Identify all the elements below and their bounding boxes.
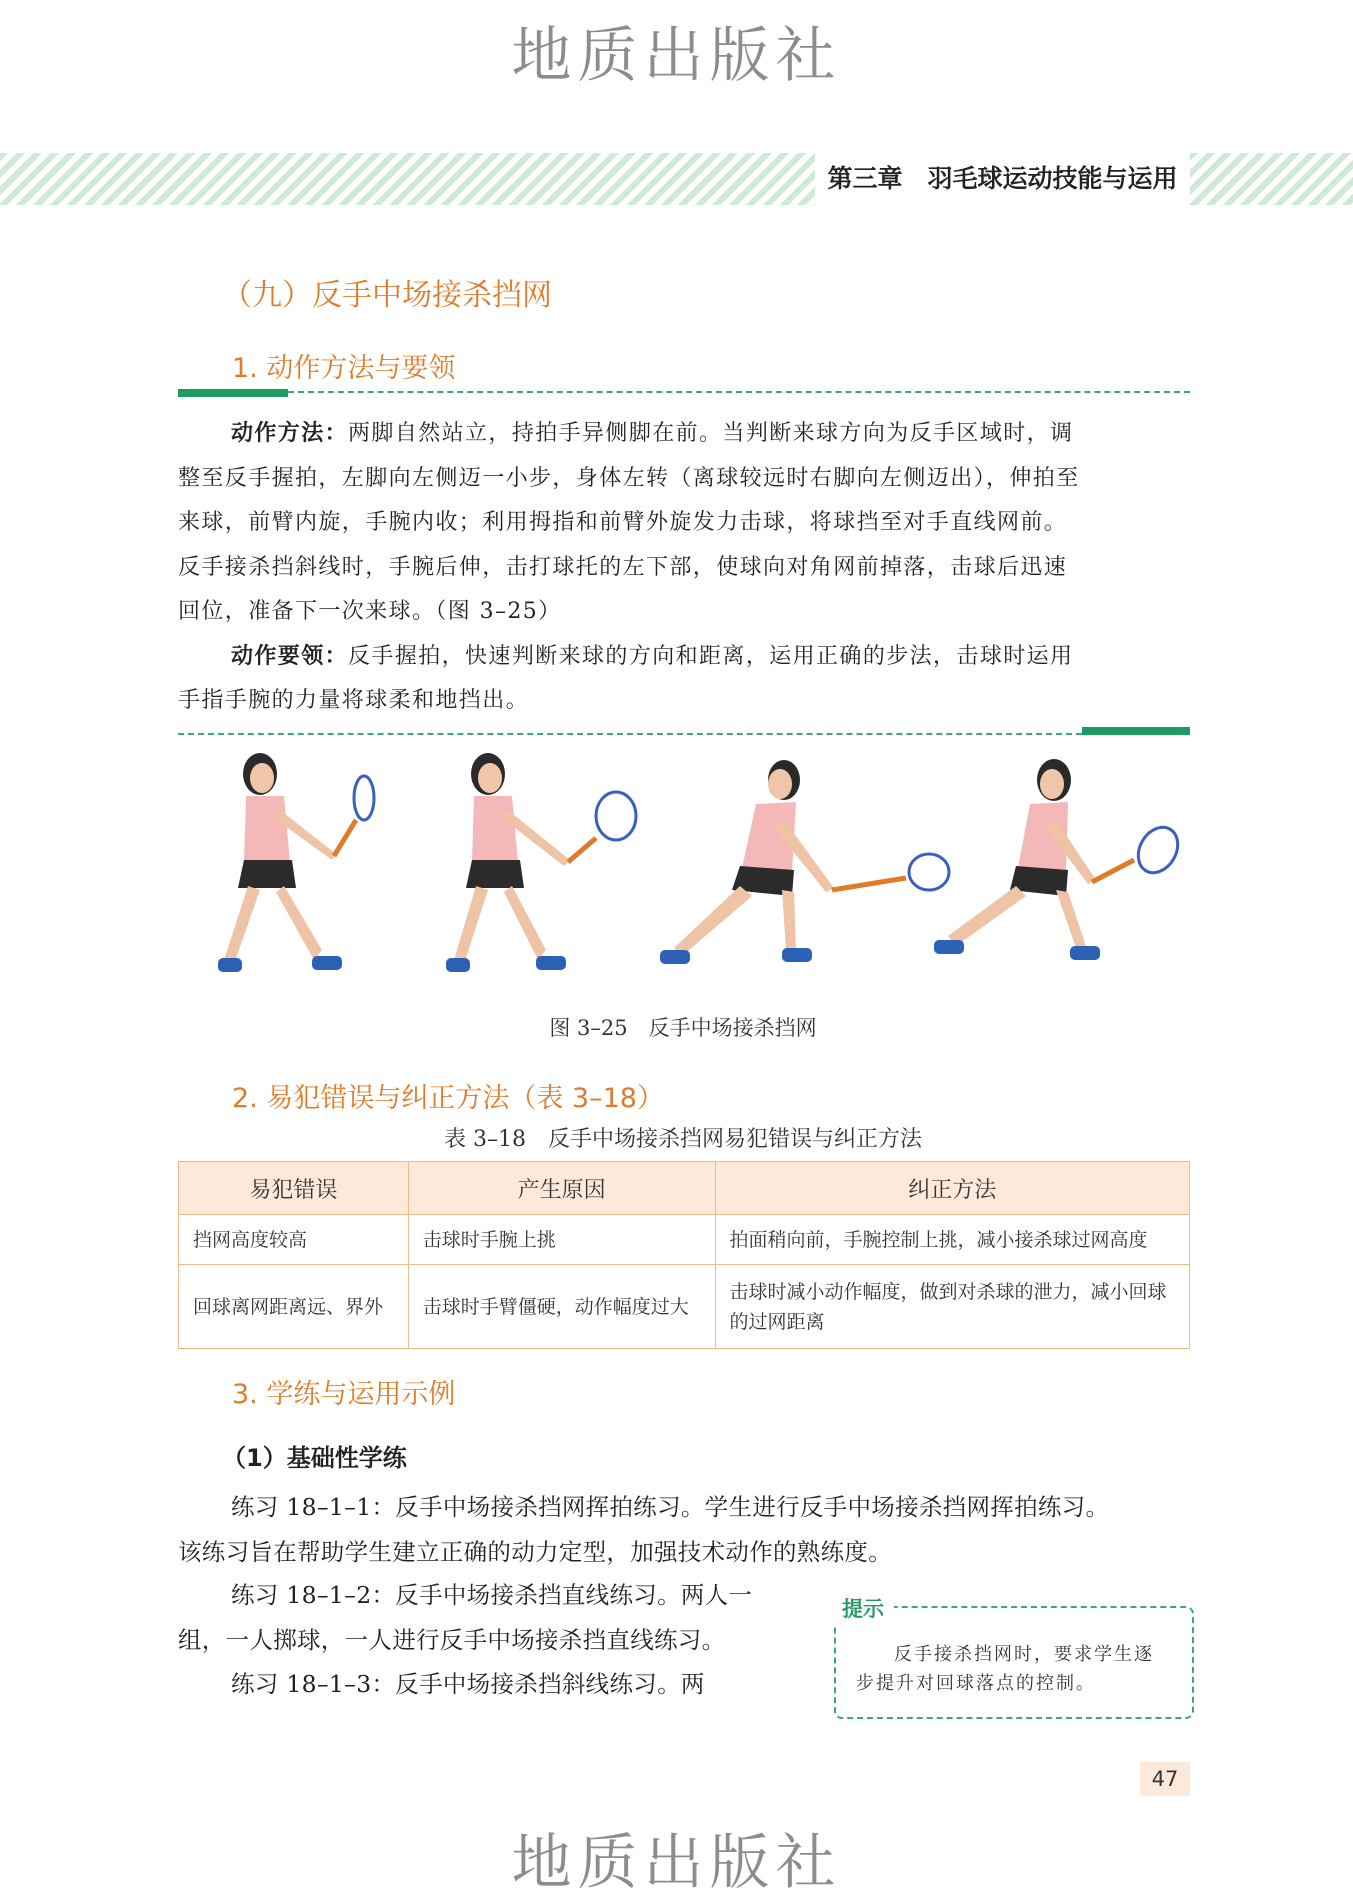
part2-title: 2. 易犯错误与纠正方法（表 3–18） (232, 1083, 664, 1114)
exercise-line: 练习 18–1–1：反手中场接杀挡网挥拍练习。学生进行反手中场接杀挡网挥拍练习。 (231, 1493, 1110, 1521)
method-line: 反手接杀挡斜线时，手腕后伸，击打球托的左下部，使球向对角网前掉落，击球后迅速 (178, 554, 1068, 580)
table-header-row (179, 1162, 1190, 1215)
exercise-line: 该练习旨在帮助学生建立正确的动力定型，加强技术动作的熟练度。 (178, 1537, 892, 1566)
divider-dashed-bottom (178, 733, 1082, 735)
exercise-1 (178, 1485, 1198, 1574)
exercise-line: 组，一人掷球，一人进行反手中场接杀挡直线练习。 (178, 1625, 726, 1654)
table-header-cell: 纠正方法 (715, 1162, 1190, 1215)
watermark-bottom: 地质出版社 (511, 1828, 842, 1898)
chapter-title: 第三章 羽毛球运动技能与运用 (815, 153, 1190, 205)
table-cell: 击球时手臂僵硬，动作幅度过大 (408, 1265, 715, 1349)
tip-text (856, 1640, 1186, 1698)
header-pattern-left (0, 153, 815, 205)
key-line: 反手握拍，快速判断来球的方向和距离，运用正确的步法，击球时运用 (348, 643, 1074, 669)
player-pose-3 (660, 760, 949, 964)
page-number: 47 (1140, 1762, 1190, 1796)
table-header-cell: 产生原因 (408, 1162, 715, 1215)
figure-caption: 图 3–25 反手中场接杀挡网 (549, 1016, 817, 1040)
errors-table (178, 1161, 1190, 1349)
divider-dashed-top (288, 391, 1190, 393)
sub-heading-basic-practice: （1）基础性学练 (222, 1444, 407, 1472)
part1-title: 1. 动作方法与要领 (232, 353, 456, 384)
section-title: （九）反手中场接杀挡网 (222, 278, 552, 313)
part3-title: 3. 学练与运用示例 (232, 1379, 456, 1410)
tip-line: 反手接杀挡网时，要求学生逐 (894, 1644, 1154, 1665)
table-caption: 表 3–18 反手中场接杀挡网易犯错误与纠正方法 (444, 1127, 922, 1152)
method-label: 动作方法： (231, 421, 349, 446)
divider-bar-bottom (1082, 727, 1190, 735)
header-pattern-right (1190, 153, 1353, 205)
key-line: 手指手腕的力量将球柔和地挡出。 (178, 688, 530, 713)
watermark-top: 地质出版社 (511, 21, 842, 91)
table-cell: 拍面稍向前，手腕控制上挑，减小接杀球过网高度 (715, 1215, 1190, 1265)
table-cell: 击球时减小动作幅度，做到对杀球的泄力，减小回球的过网距离 (715, 1265, 1190, 1349)
method-line: 两脚自然站立，持拍手异侧脚在前。当判断来球方向为反手区域时，调 (348, 421, 1074, 446)
tip-label: 提示 (832, 1593, 894, 1625)
method-line: 回位，准备下一次来球。（图 3–25） (178, 599, 562, 624)
figure-backhand-block-sequence (178, 750, 1188, 1005)
exercise-line: 练习 18–1–2：反手中场接杀挡直线练习。两人一 (231, 1581, 753, 1609)
exercise-line: 练习 18–1–3：反手中场接杀挡斜线练习。两 (231, 1670, 705, 1698)
player-pose-2 (446, 753, 636, 972)
table-cell: 回球离网距离远、界外 (179, 1265, 409, 1349)
table-cell: 挡网高度较高 (179, 1215, 409, 1265)
method-line: 整至反手握拍，左脚向左侧迈一小步，身体左转（离球较远时右脚向左侧迈出），伸拍至 (178, 465, 1080, 491)
exercise-2 (178, 1573, 818, 1707)
table-row (179, 1265, 1190, 1349)
tip-line: 步提升对回球落点的控制。 (856, 1673, 1096, 1694)
divider-bar-top (178, 389, 288, 397)
table-header-cell: 易犯错误 (179, 1162, 409, 1215)
method-line: 来球，前臂内旋，手腕内收；利用拇指和前臂外旋发力击球，将球挡至对手直线网前。 (178, 510, 1068, 535)
table-cell: 击球时手腕上挑 (408, 1215, 715, 1265)
method-paragraph (178, 412, 1190, 724)
player-pose-1 (218, 753, 374, 972)
player-pose-4 (934, 759, 1186, 960)
table-row (179, 1215, 1190, 1265)
key-label: 动作要领： (231, 643, 349, 669)
